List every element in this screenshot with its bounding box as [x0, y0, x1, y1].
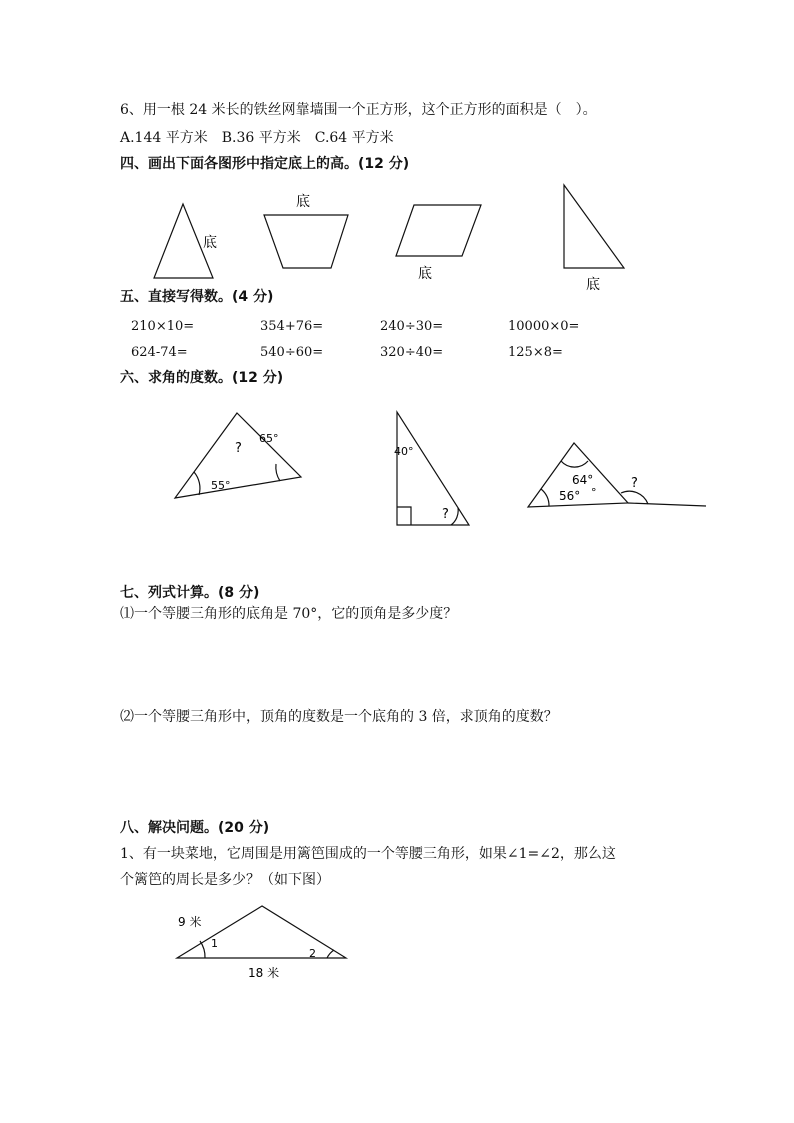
section-8-question-1-line-2: 个篱笆的周长是多少？（如下图）: [120, 872, 330, 888]
question-6-text: 6、用一根 24 米长的铁丝网靠墙围一个正方形，这个正方形的面积是（ ）。: [120, 102, 597, 118]
question-6-options: A.144 平方米 B.36 平方米 C.64 平方米: [120, 130, 394, 146]
extension-line: [628, 503, 706, 506]
section-8-title: 八、解决问题。(20 分): [120, 820, 270, 836]
angle-label-65: 65°: [259, 432, 279, 445]
calc-item: 240÷30=: [380, 319, 444, 334]
section-7-question-2: ⑵一个等腰三角形中，顶角的度数是一个底角的 3 倍，求顶角的度数？: [120, 709, 558, 725]
base-length-label: 18 米: [248, 966, 280, 980]
calc-item: 10000×0=: [508, 319, 580, 334]
fence-triangle: [177, 906, 346, 958]
right-angle-mark: [397, 507, 411, 525]
angle-label-56: 56°: [559, 489, 581, 503]
section-5-title: 五、直接写得数。(4 分): [120, 289, 274, 305]
calc-item: 540÷60=: [260, 345, 324, 360]
calc-item: 624-74=: [131, 345, 188, 360]
angle-label-55: 55°: [211, 479, 231, 492]
base-label: 底: [203, 235, 217, 251]
angle-arc-55: [194, 472, 200, 495]
base-label: 底: [586, 277, 600, 293]
section-7-question-1: ⑴一个等腰三角形的底角是 70°，它的顶角是多少度？: [120, 606, 458, 622]
calc-item: 125×8=: [508, 345, 563, 360]
angle-arc-bottom: [451, 508, 458, 525]
calc-item: 210×10=: [131, 319, 195, 334]
section-4-title: 四、画出下面各图形中指定底上的高。(12 分): [120, 156, 410, 172]
right-triangle-shape: [564, 185, 624, 268]
unknown-angle-label: ?: [631, 476, 638, 491]
angle-arc-56: [541, 489, 549, 506]
angle-1-label: 1: [211, 937, 218, 950]
parallelogram-shape: [396, 205, 481, 256]
side-length-label: 9 米: [178, 915, 202, 929]
calc-item: 354+76=: [260, 319, 324, 334]
section-7-title: 七、列式计算。(8 分): [120, 585, 260, 601]
unknown-angle-label: ?: [442, 507, 449, 522]
unknown-angle-label: ?: [235, 441, 242, 456]
angle-label-64: 64°: [572, 473, 594, 487]
angle-arc-64: [561, 461, 588, 467]
section-8-question-1-line-1: 1、有一块菜地，它周围是用篱笆围成的一个等腰三角形，如果∠1=∠2，那么这: [120, 846, 616, 862]
base-label: 底: [418, 266, 432, 282]
degree-mark: °: [591, 486, 597, 499]
angle-label-40: 40°: [394, 445, 414, 458]
angle-arc-65: [276, 464, 280, 481]
section-6-title: 六、求角的度数。(12 分): [120, 370, 284, 386]
base-label: 底: [296, 194, 310, 210]
trapezoid-shape: [264, 215, 348, 268]
angle-arc-exterior: [621, 491, 648, 504]
angle-2-label: 2: [309, 947, 316, 960]
angle-arc-2: [327, 950, 334, 958]
calc-item: 320÷40=: [380, 345, 444, 360]
